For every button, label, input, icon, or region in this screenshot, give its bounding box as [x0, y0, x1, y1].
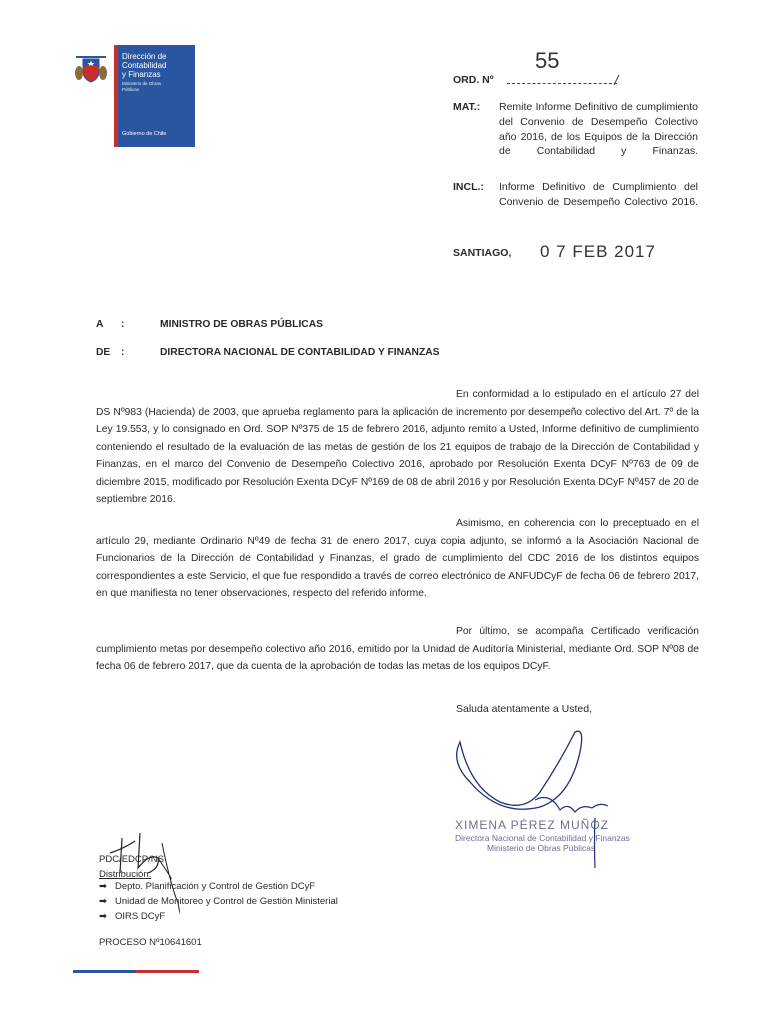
- incl-label: INCL.:: [453, 181, 484, 193]
- logo-government: Gobierno de Chile: [122, 131, 167, 137]
- distribution-item: ➡ OIRS DCyF: [99, 911, 166, 922]
- distribution-item: ➡ Unidad de Monitoreo y Control de Gestión Ministerial: [99, 896, 338, 907]
- mat-text: Remite Informe Definitivo de cumplimiento del Convenio de Desempeño Colectivo año 2016, de los Equipos de la Dirección de Contabilidad y Finanzas.: [499, 101, 698, 158]
- closing-text: Saluda atentamente a Usted,: [456, 703, 593, 715]
- to-label: A: [96, 319, 104, 330]
- arrow-right-icon: ➡: [99, 911, 107, 922]
- santiago-label: SANTIAGO,: [453, 247, 512, 259]
- signatory-role: Directora Nacional de Contabilidad y Finanzas: [455, 833, 630, 843]
- signature-stroke: [593, 818, 597, 868]
- date-stamp: 0 7 FEB 2017: [540, 242, 656, 261]
- to-colon: :: [121, 319, 125, 330]
- ord-label: ORD. Nº: [453, 74, 494, 86]
- from-value: DIRECTORA NACIONAL DE CONTABILIDAD Y FINANZAS: [160, 347, 440, 358]
- process-number: PROCESO Nº10641601: [99, 937, 202, 948]
- arrow-right-icon: ➡: [99, 896, 107, 907]
- initials-reference: PDC/EDCP/NS: [99, 854, 164, 865]
- body-paragraph: En conformidad a lo estipulado en el artículo 27 del DS Nº983 (Hacienda) de 2003, que aprueba reglamento para la aplicación de incremento por desempeño colectivo del Art. 7º de la Ley 19.553, y lo consignado en Ord. SOP Nº375 de 15 de febrero 2016, adjunto remito a Usted, Informe definitivo de cumplimiento conteniendo el resultado de la evaluación de las metas de gestión de los 21 equipos de trabajo de la Dirección de Contabilidad y Finanzas, en el marco del Convenio de Desempeño Colectivo 2016, aprobado por Resolución Exenta DCyF Nº763 de 09 de diciembre 2015, modificado por Resolución Exenta DCyF Nº169 de 08 de abril 2016 y por Resolución Exenta DCyF Nº457 de 20 de septiembre 2016.: [96, 389, 699, 505]
- page-number: 55: [535, 48, 560, 73]
- body-paragraph: Asimismo, en coherencia con lo preceptuado en el artículo 29, mediante Ordinario Nº49 de fecha 31 de enero 2017, cuya copia adjunto, se informó a la Asociación Nacional de Funcionarios de la Dirección de Contabilidad y Finanzas, el grado de cumplimiento del CDC 2016 de los distintos equipos correspondientes a este Servicio, el que fue respondido a través de correo electrónico de ANFUDCyF de fecha 06 de febrero 2017, en que manifiesta no tener observaciones, respecto del referido informe.: [96, 518, 699, 599]
- handwritten-signature: [440, 722, 620, 832]
- logo-title: Dirección de Contabilidad y Finanzas: [122, 52, 167, 79]
- coat-of-arms-icon: [74, 55, 108, 85]
- signatory-name: XIMENA PÉREZ MUÑOZ: [455, 818, 610, 832]
- logo-subtitle: Ministerio de Obras Públicas: [122, 81, 162, 92]
- mat-label: MAT.:: [453, 101, 481, 113]
- slash-mark-icon: [612, 74, 622, 86]
- ord-number-line: [507, 83, 617, 84]
- to-value: MINISTRO DE OBRAS PÚBLICAS: [160, 319, 324, 330]
- distribution-item: ➡ Depto. Planificación y Control de Gestión DCyF: [99, 881, 316, 892]
- from-colon: :: [121, 347, 125, 358]
- from-label: DE: [96, 347, 111, 358]
- distribution-label: Distribución:: [99, 869, 152, 880]
- signatory-ministry: Ministerio de Obras Públicas: [487, 843, 596, 853]
- footer-brand-bar: [73, 970, 199, 973]
- institution-logo: [66, 45, 195, 147]
- body-paragraph: Por último, se acompaña Certificado verificación cumplimiento metas por desempeño colectivo año 2016, emitido por la Unidad de Auditoría Ministerial, mediante Ord. SOP Nº08 de fecha 06 de febrero 2017, que da cuenta de la aprobación de todas las metas de los equipos DCyF.: [96, 626, 699, 672]
- arrow-right-icon: ➡: [99, 881, 107, 892]
- incl-text: Informe Definitivo de Cumplimiento del Convenio de Desempeño Colectivo 2016.: [499, 181, 698, 208]
